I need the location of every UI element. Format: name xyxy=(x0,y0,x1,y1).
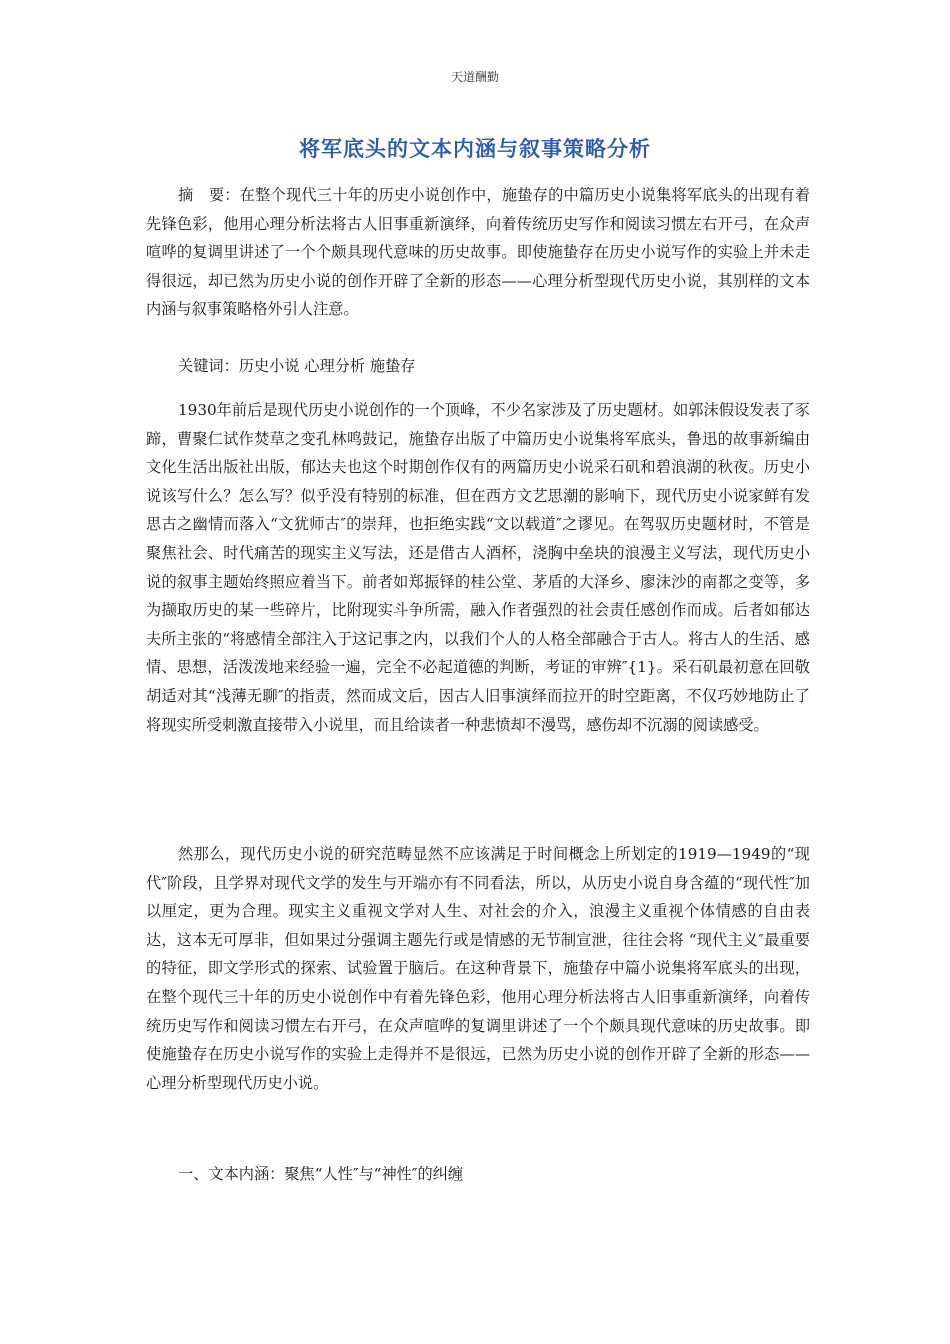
page-header: 天道酬勤 xyxy=(450,70,499,84)
body-paragraph-2: 然那么，现代历史小说的研究范畴显然不应该满足于时间概念上所划定的1919—1949的“现代″阶段，且学界对现代文学的发生与开端亦有不同看法，所以，从历史小说自身含蕴的“现代性″加以厘定，更为合理。现实主义重视文学对人生、对社会的介入，浪漫主义重视个体情感的自由表达，这本无可厚非，但如果过分强调主题先行或是情感的无节制宣泄，往往会将 “现代主义″最重要的特征，即文学形式的探索、试验置于脑后。在这种背景下，施蛰存中篇小说集将军底头的出现，在整个现代三十年的历史小说创作中有着先锋色彩，他用心理分析法将古人旧事重新演绎，向着传统历史写作和阅读习惯左右开弓，在众声喧哗的复调里讲述了一个个颇具现代意味的历史故事。即使施蛰存在历史小说写作的实验上走得并不是很远，已然为历史小说的创作开辟了全新的形态——心理分析型现代历史小说。 xyxy=(146,845,810,1092)
body-paragraph-1: 1930年前后是现代历史小说创作的一个顶峰，不少名家涉及了历史题材。如郭沫假设发表了豕蹄，曹聚仁试作焚草之变孔林鸣鼓记，施蛰存出版了中篇历史小说集将军底头，鲁迅的故事新编由文化生活出版社出版，郁达夫也这个时期创作仅有的两篇历史小说采石矶和碧浪湖的秋夜。历史小说该写什么？怎么写？似乎没有特别的标准，但在西方文艺思潮的影响下，现代历史小说家鲜有发思古之幽情而落入“文犹师古″的崇拜，也拒绝实践“文以载道″之谬见。在驾驭历史题材时，不管是聚焦社会、时代痛苦的现实主义写法，还是借古人酒杯，浇胸中垒块的浪漫主义写法，现代历史小说的叙事主题始终照应着当下。前者如郑振铎的桂公堂、茅盾的大泽乡、廖沫沙的南都之变等，多为撷取历史的某一些碎片，比附现实斗争所需，融入作者强烈的社会责任感创作而成。后者如郁达夫所主张的“将感情全部注入于这记事之内，以我们个人的人格全部融合于古人。将古人的生活、感情、思想，活泼泼地来经验一遍，完全不必起道德的判断，考证的审辨″{1}。采石矶最初意在回敬胡适对其“浅薄无聊″的指责，然而成文后，因古人旧事演绎而拉开的时空距离，不仅巧妙地防止了将现实所受刺激直接带入小说里，而且给读者一种悲愤却不漫骂，感伤却不沉溺的阅读感受。 xyxy=(146,401,810,734)
document-title: 将军底头的文本内涵与叙事策略分析 xyxy=(299,137,651,161)
abstract-paragraph: 摘 要：在整个现代三十年的历史小说创作中，施蛰存的中篇历史小说集将军底头的出现有着先锋色彩，他用心理分析法将古人旧事重新演绎，向着传统历史写作和阅读习惯左右开弓，在众声喧哗的复调里讲述了一个个颇具现代意味的历史故事。即使施蛰存在历史小说写作的实验上并未走得很远，却已然为历史小说的创作开辟了全新的形态——心理分析型现代历史小说，其别样的文本内涵与叙事策略格外引人注意。 xyxy=(146,186,810,319)
keywords-line: 关键词：历史小说 心理分析 施蛰存 xyxy=(178,357,416,375)
section-heading: 一、文本内涵：聚焦“人性″与“神性″的纠缠 xyxy=(178,1165,464,1183)
